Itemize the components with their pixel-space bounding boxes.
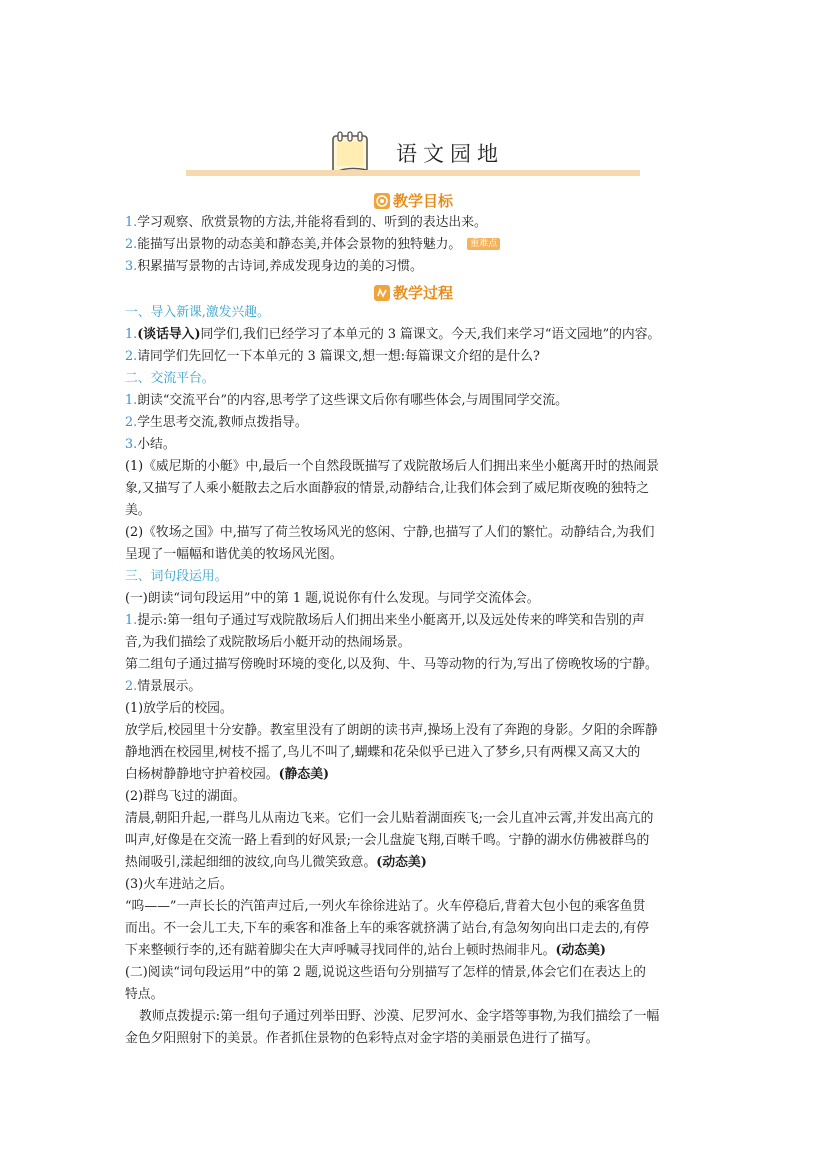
paragraph-line: 1.提示:第一组句子通过写戏院散场后人们拥出来坐小艇离开,以及远处传来的哗笑和告别的声	[125, 613, 645, 628]
key-point-badge: 重难点	[467, 238, 500, 250]
paragraph-line: 3.小结。	[125, 437, 176, 452]
paragraph-line: 2.请同学们先回忆一下本单元的 3 篇课文,想一想:每篇课文介绍的是什么?	[125, 349, 540, 364]
paragraph-line: 而出。不一会儿工夫,下车的乘客和准备上车的乘客就挤满了站台,有急匆匆向出口走去的,有停	[125, 921, 650, 936]
paragraph-line: 1.朗读“交流平台”的内容,思考学了这些课文后你有哪些体会,与周围同学交流。	[125, 393, 568, 408]
paragraph-line: 第二组句子通过描写傍晚时环境的变化,以及狗、牛、马等动物的行为,写出了傍晚牧场的宁静。	[125, 657, 658, 672]
paragraph-line: (1)《威尼斯的小艇》中,最后一个自然段既描写了戏院散场后人们拥出来坐小艇离开时的热闹景	[125, 459, 660, 474]
list-item: 3.积累描写景物的古诗词,养成发现身边的美的习惯。	[125, 259, 423, 274]
paragraph-line: 白杨树静静地守护着校园。(静态美)	[125, 767, 330, 782]
section-heading: 二、交流平台。	[125, 371, 215, 386]
section-heading: 一、导入新课,激发兴趣。	[125, 305, 270, 320]
title-underline-bar	[186, 170, 640, 176]
paragraph-line: 2.情景展示。	[125, 679, 202, 694]
notebook-icon	[328, 128, 374, 176]
paragraph-line: (2)群鸟飞过的湖面。	[125, 789, 246, 804]
paragraph-line: (2)《牧场之国》中,描写了荷兰牧场风光的悠闲、宁静,也描写了人们的繁忙。动静结合,为我们	[125, 525, 655, 540]
paragraph-line: 特点。	[125, 987, 164, 1002]
section-heading: 三、词句段运用。	[125, 569, 228, 584]
paragraph-line: 下来整顿行李的,还有踮着脚尖在大声呼喊寻找同伴的,站台上顿时热闹非凡。(动态美)	[125, 943, 606, 958]
paragraph-line: 呈现了一幅幅和谐优美的牧场风光图。	[125, 547, 343, 562]
paragraph-line: 热闹吸引,漾起细细的波纹,向鸟儿微笑致意。(动态美)	[125, 855, 427, 870]
paragraph-line: 象,又描写了人乘小艇散去之后水面静寂的情景,动静结合,让我们体会到了威尼斯夜晚的独特之	[125, 481, 650, 496]
paragraph-line: (二)阅读“词句段运用”中的第 2 题,说说这些语句分别描写了怎样的情景,体会它们在表达上的	[125, 965, 646, 980]
process-body	[125, 302, 707, 1050]
paragraph-line: 清晨,朝阳升起,一群鸟儿从南边飞来。它们一会儿贴着湖面疾飞;一会儿直冲云霄,并发出高亢的	[125, 811, 654, 826]
list-item: 2.能描写出景物的动态美和静态美,并体会景物的独特魅力。 重难点	[125, 234, 707, 256]
paragraph-line: “呜——”一声长长的汽笛声过后,一列火车徐徐进站了。火车停稳后,背着大包小包的乘客鱼贯	[125, 899, 646, 914]
paragraph-line: 1.(谈话导入)同学们,我们已经学习了本单元的 3 篇课文。今天,我们来学习“语文园地”的内容。	[125, 327, 661, 342]
page-title: 语文园地	[396, 142, 504, 166]
goals-heading-label: 教学目标	[392, 192, 453, 210]
goals-list	[125, 212, 707, 278]
paragraph-line: 音,为我们描绘了戏院散场后小艇开动的热闹场景。	[125, 635, 411, 650]
paragraph-line: 美。	[125, 503, 151, 518]
process-heading-label: 教学过程	[392, 284, 453, 302]
process-icon	[374, 285, 390, 301]
list-item: 1.学习观察、欣赏景物的方法,并能将看到的、听到的表达出来。	[125, 215, 487, 230]
paragraph-line: 静地洒在校园里,树枝不摇了,鸟儿不叫了,蝴蝶和花朵似乎已进入了梦乡,只有两棵又高又大的	[125, 745, 641, 760]
paragraph-line: 金色夕阳照射下的美景。作者抓住景物的色彩特点对金字塔的美丽景色进行了描写。	[125, 1031, 599, 1046]
paragraph-line: (1)放学后的校园。	[125, 701, 233, 716]
target-icon	[374, 193, 390, 209]
paragraph-line: 2.学生思考交流,教师点拨指导。	[125, 415, 308, 430]
paragraph-line: 教师点拨提示:第一组句子通过列举田野、沙漠、尼罗河水、金字塔等事物,为我们描绘了一幅	[139, 1009, 660, 1024]
paragraph-line: (3)火车进站之后。	[125, 877, 233, 892]
paragraph-line: 叫声,好像是在交流一路上看到的好风景;一会儿盘旋飞翔,百啭千鸣。宁静的湖水仿佛被群鸟的	[125, 833, 650, 848]
goals-heading	[0, 190, 827, 213]
paragraph-line: (一)朗读“词句段运用”中的第 1 题,说说你有什么发现。与同学交流体会。	[125, 591, 540, 606]
paragraph-line: 放学后,校园里十分安静。教室里没有了朗朗的读书声,操场上没有了奔跑的身影。夕阳的余晖静	[125, 723, 658, 738]
title-banner	[186, 128, 640, 180]
